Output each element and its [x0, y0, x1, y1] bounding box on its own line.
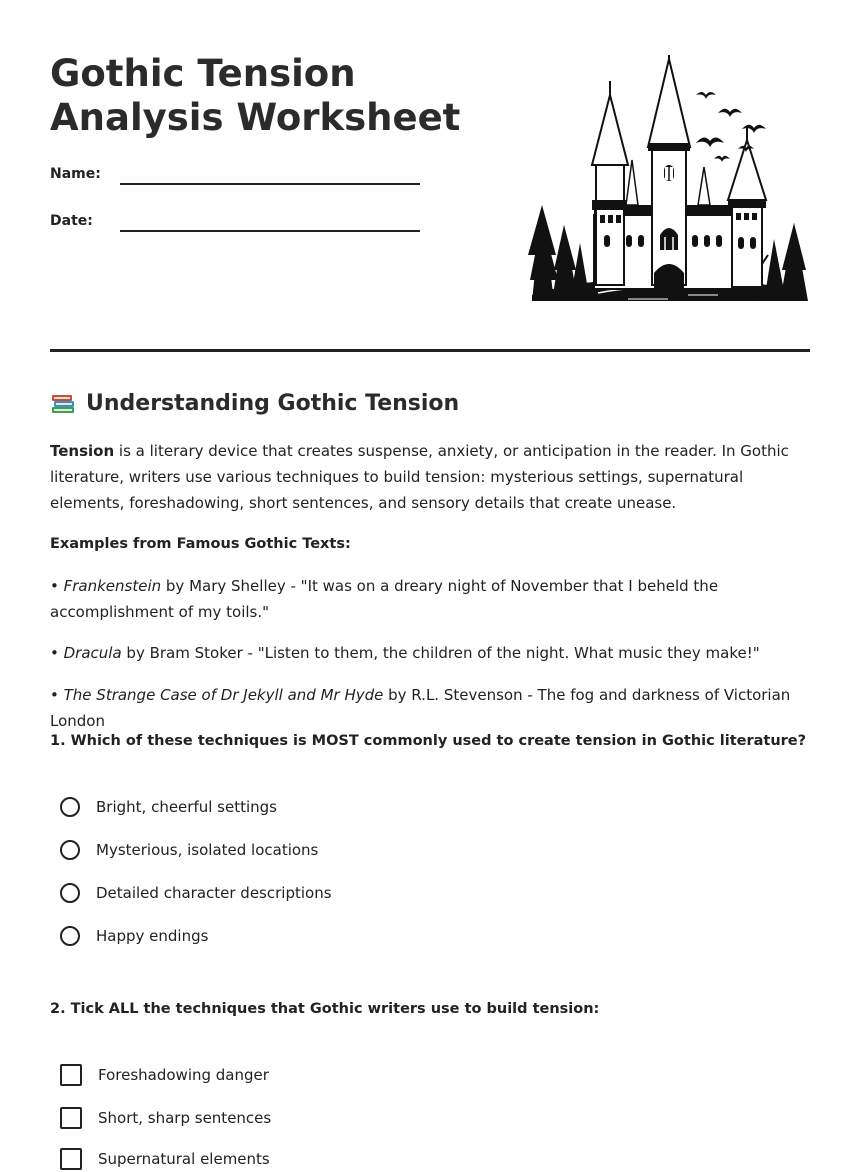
intro-text: is a literary device that creates suspense, anxiety, or anticipation in the reader. In Gothic literature, writers use various techniques to build tension: mysterious settings, supernatural elements, foreshadowing, short sentences, and sensory details that create unease. [50, 442, 789, 512]
radio-button[interactable] [60, 797, 80, 817]
books-icon [50, 392, 76, 416]
example-text: by Mary Shelley - "It was on a dreary night of November that I beheld the accomplishment of my toils." [50, 577, 719, 621]
intro-paragraph [50, 438, 810, 516]
radio-button[interactable] [60, 840, 80, 860]
example-title: Frankenstein [63, 577, 162, 595]
checkbox-option[interactable] [60, 1062, 269, 1088]
example-item: • The Strange Case of Dr Jekyll and Mr Hyde by R.L. Stevenson - The fog and darkness of Victorian London [50, 686, 791, 730]
radio-button[interactable] [60, 926, 80, 946]
question-2: 2. Tick ALL the techniques that Gothic writers use to build tension: [50, 1001, 600, 1017]
checkbox[interactable] [60, 1064, 82, 1086]
radio-button[interactable] [60, 883, 80, 903]
section-title [50, 388, 459, 420]
castle-illustration [528, 55, 810, 310]
option-label: Bright, cheerful settings [96, 798, 277, 816]
radio-option[interactable] [60, 923, 208, 949]
date-line[interactable] [120, 230, 420, 232]
intro-term: Tension [50, 442, 115, 460]
example-item: • Frankenstein by Mary Shelley - "It was on a dreary night of November that I beheld the accomplishment of my toils." [50, 577, 719, 621]
option-label: Supernatural elements [98, 1150, 270, 1168]
name-label: Name: [50, 166, 101, 182]
checkbox[interactable] [60, 1148, 82, 1170]
checkbox[interactable] [60, 1107, 82, 1129]
name-line[interactable] [120, 183, 420, 185]
option-label: Foreshadowing danger [98, 1066, 269, 1084]
example-text: by Bram Stoker - "Listen to them, the children of the night. What music they make!" [121, 644, 760, 662]
examples-heading: Examples from Famous Gothic Texts: [50, 536, 351, 552]
date-label: Date: [50, 213, 93, 229]
radio-option[interactable] [60, 794, 277, 820]
example-item: • Dracula by Bram Stoker - "Listen to them, the children of the night. What music they make!" [50, 644, 760, 662]
option-label: Mysterious, isolated locations [96, 841, 319, 859]
example-title: The Strange Case of Dr Jekyll and Mr Hyde [63, 686, 384, 704]
checkbox-option[interactable] [60, 1146, 270, 1172]
radio-option[interactable] [60, 880, 332, 906]
example-title: Dracula [63, 644, 122, 662]
example-text: by R.L. Stevenson - The fog and darkness of Victorian London [50, 686, 791, 730]
section-title-text: Understanding Gothic Tension [86, 391, 460, 416]
checkbox-option[interactable] [60, 1105, 271, 1131]
option-label: Short, sharp sentences [98, 1109, 272, 1127]
option-label: Happy endings [96, 927, 209, 945]
header-divider [50, 349, 810, 352]
option-label: Detailed character descriptions [96, 884, 332, 902]
radio-option[interactable] [60, 837, 318, 863]
worksheet-title: Gothic Tension Analysis Worksheet [50, 52, 461, 139]
question-1: 1. Which of these techniques is MOST commonly used to create tension in Gothic literature? [50, 733, 807, 749]
